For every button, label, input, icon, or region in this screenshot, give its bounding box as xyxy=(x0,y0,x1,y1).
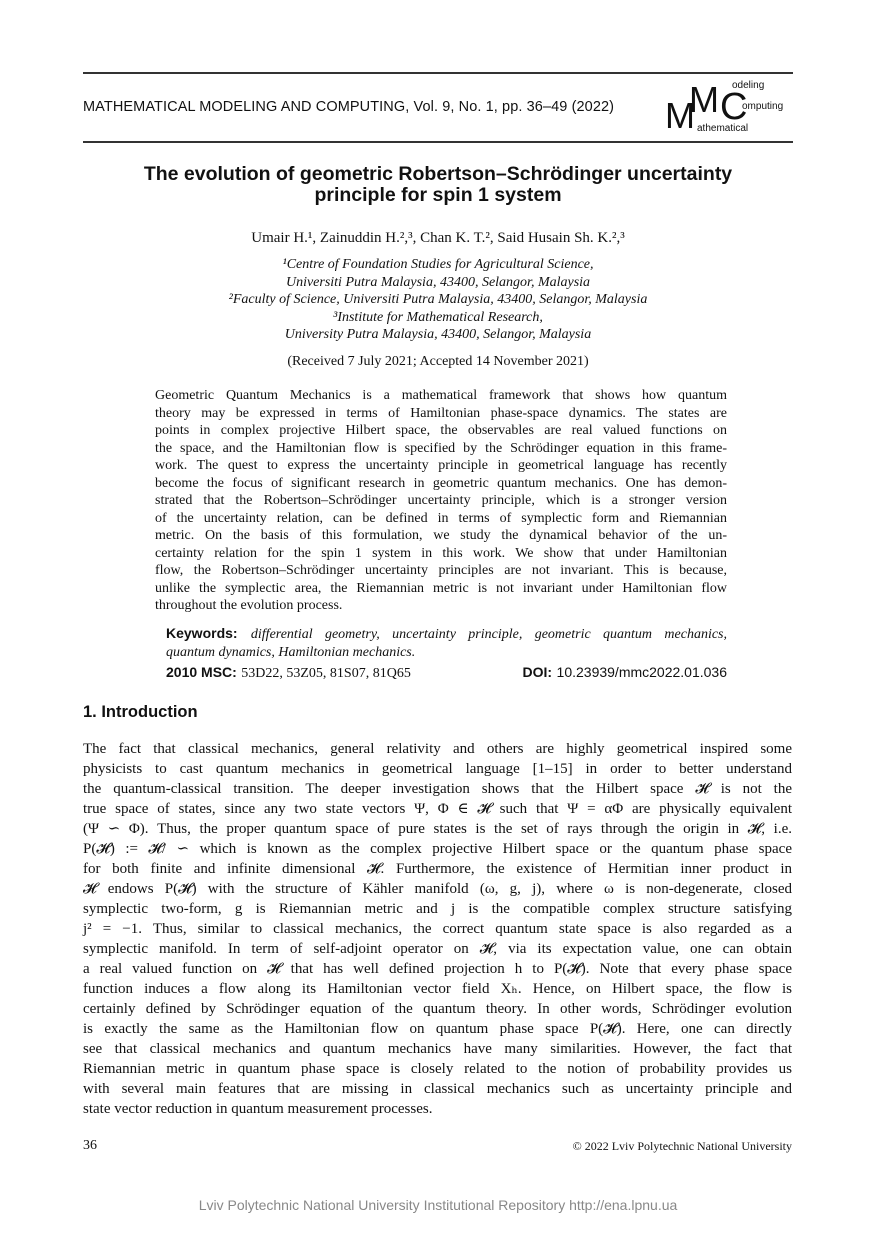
text-line: Geometric Quantum Mechanics is a mathematical framework that shows how quantum xyxy=(155,388,727,403)
msc-codes: 2010 MSC: 53D22, 53Z05, 81S07, 81Q65 xyxy=(166,664,411,681)
received-dates: (Received 7 July 2021; Accepted 14 November 2021) xyxy=(287,354,589,369)
text-line: work. The quest to express the uncertainty principle in geometrical language has recently xyxy=(155,458,727,473)
text-line: flow, the Robertson–Schrödinger uncertainty principles are not invariant. This is because, xyxy=(155,563,727,578)
text-line: true space of states, since any two state vectors Ψ, Φ ∈ 𝓗 such that Ψ = αΦ are physically equivalent xyxy=(83,801,792,817)
text-line: certainly defined by Schrödinger equation of the quantum theory. In other words, Schrödinger evolution xyxy=(83,1001,792,1017)
paper-title: The evolution of geometric Robertson–Schrödinger uncertainty principle for spin 1 system xyxy=(143,163,733,206)
text-line: is exactly the same as the Hamiltonian flow on quantum phase space P(𝓗). Here, one can directly xyxy=(83,1021,792,1037)
doi[interactable]: DOI: 10.23939/mmc2022.01.036 xyxy=(522,664,727,680)
text-line: see that classical mechanics and quantum mechanics have many similarities. However, the fact that xyxy=(83,1041,792,1057)
section-heading: 1. Introduction xyxy=(83,703,198,721)
header-bottom-rule xyxy=(83,141,793,143)
journal-logo: M M C odeling omputing athematical xyxy=(665,79,784,136)
page-number: 36 xyxy=(83,1138,97,1153)
text-line: symplectic two-form, g is Riemannian metric and j is the compatible complex structure satisfying xyxy=(83,901,792,917)
text-line: with several main features that are missing in classical mechanics such as uncertainty principle and xyxy=(83,1081,792,1097)
text-line: the space, and the Hamiltonian flow is specified by the Schrödinger equation in this frame- xyxy=(155,440,727,456)
text-line: Riemannian metric in quantum phase space is closely related to the notion of probability provides us xyxy=(83,1061,792,1077)
author-list: Umair H.¹, Zainuddin H.²,³, Chan K. T.², Said Husain Sh. K.²,³ xyxy=(251,230,625,246)
text-line: (Ψ ∽ Φ). Thus, the proper quantum space of pure states is the set of rays through the origin in 𝓗, i.e. xyxy=(83,821,792,837)
repository-footer: Lviv Polytechnic National University Institutional Repository http://ena.lpnu.ua xyxy=(198,1197,678,1213)
header-top-rule xyxy=(83,72,793,74)
text-line: state vector reduction in quantum measurement processes. xyxy=(83,1101,433,1117)
text-line: strated that the Robertson–Schrödinger uncertainty principle, which is a stronger version xyxy=(155,493,727,508)
text-line: throughout the evolution process. xyxy=(155,598,343,613)
text-line: function induces a flow along its Hamiltonian vector field Xₕ. Hence, on Hilbert space, the flow is xyxy=(83,981,792,997)
abstract xyxy=(155,387,727,615)
text-line: certainty relation for the spin 1 system in this work. We show that under Hamiltonian xyxy=(155,545,727,561)
text-line: of the uncertainty relation, can be defined in terms of symplectic form and Riemannian xyxy=(155,510,727,526)
text-line: become the focus of significant research in geometric quantum mechanics. One has demon- xyxy=(155,475,727,491)
text-line: metric. On the basis of this formulation, we study the dynamical behavior of the un- xyxy=(155,528,727,543)
text-line: physicists to cast quantum mechanics in geometrical language [1–15] in order to better understand xyxy=(83,761,792,777)
text-line: symplectic manifold. In term of self-adjoint operator on 𝓗, via its expectation value, one can obtain xyxy=(83,941,792,957)
text-line: 𝓗 endows P(𝓗) with the structure of Kähler manifold (ω, g, j), where ω is non-degenerate, closed xyxy=(83,881,792,897)
text-line: The fact that classical mechanics, general relativity and others are highly geometrical inspired some xyxy=(83,741,792,757)
journal-header: MATHEMATICAL MODELING AND COMPUTING, Vol. 9, No. 1, pp. 36–49 (2022) xyxy=(83,99,615,115)
keywords: Keywords: differential geometry, uncertainty principle, geometric quantum mechanics, quantum dynamics, Hamiltonian mechanics. xyxy=(166,625,728,660)
introduction-body xyxy=(83,739,792,1119)
text-line: points in complex projective Hilbert space, the observables are real valued functions on xyxy=(155,423,727,438)
text-line: P(𝓗) := 𝓗/ ∽ which is known as the complex projective Hilbert space or the quantum phase space xyxy=(83,841,792,857)
copyright: © 2022 Lviv Polytechnic National University xyxy=(572,1139,792,1153)
text-line: for both finite and infinite dimensional 𝓗. Furthermore, the existence of Hermitian inner product in xyxy=(83,861,792,877)
text-line: a real valued function on 𝓗 that has well defined projection h to P(𝓗). Note that every phase space xyxy=(83,961,792,977)
text-line: j² = −1. Thus, similar to classical mechanics, the correct quantum state space is also regarded as a xyxy=(83,921,792,937)
text-line: theory may be expressed in terms of Hamiltonian phase-space dynamics. The states are xyxy=(155,405,727,421)
text-line: the quantum-classical transition. The deeper investigation shows that the Hilbert space 𝓗 is not the xyxy=(83,781,792,797)
text-line: unlike the symplectic area, the Riemannian metric is not invariant under Hamiltonian flow xyxy=(155,580,727,596)
affiliations: ¹Centre of Foundation Studies for Agricultural Science, Universiti Putra Malaysia, 43400, Selangor, Malaysia ²Faculty of Science, Universiti Putra Malaysia, 43400, Selangor, Malaysia ³Institute for Mathematical Research, University Putra Malaysia, 43400, Selangor, Malaysia xyxy=(228,257,648,342)
